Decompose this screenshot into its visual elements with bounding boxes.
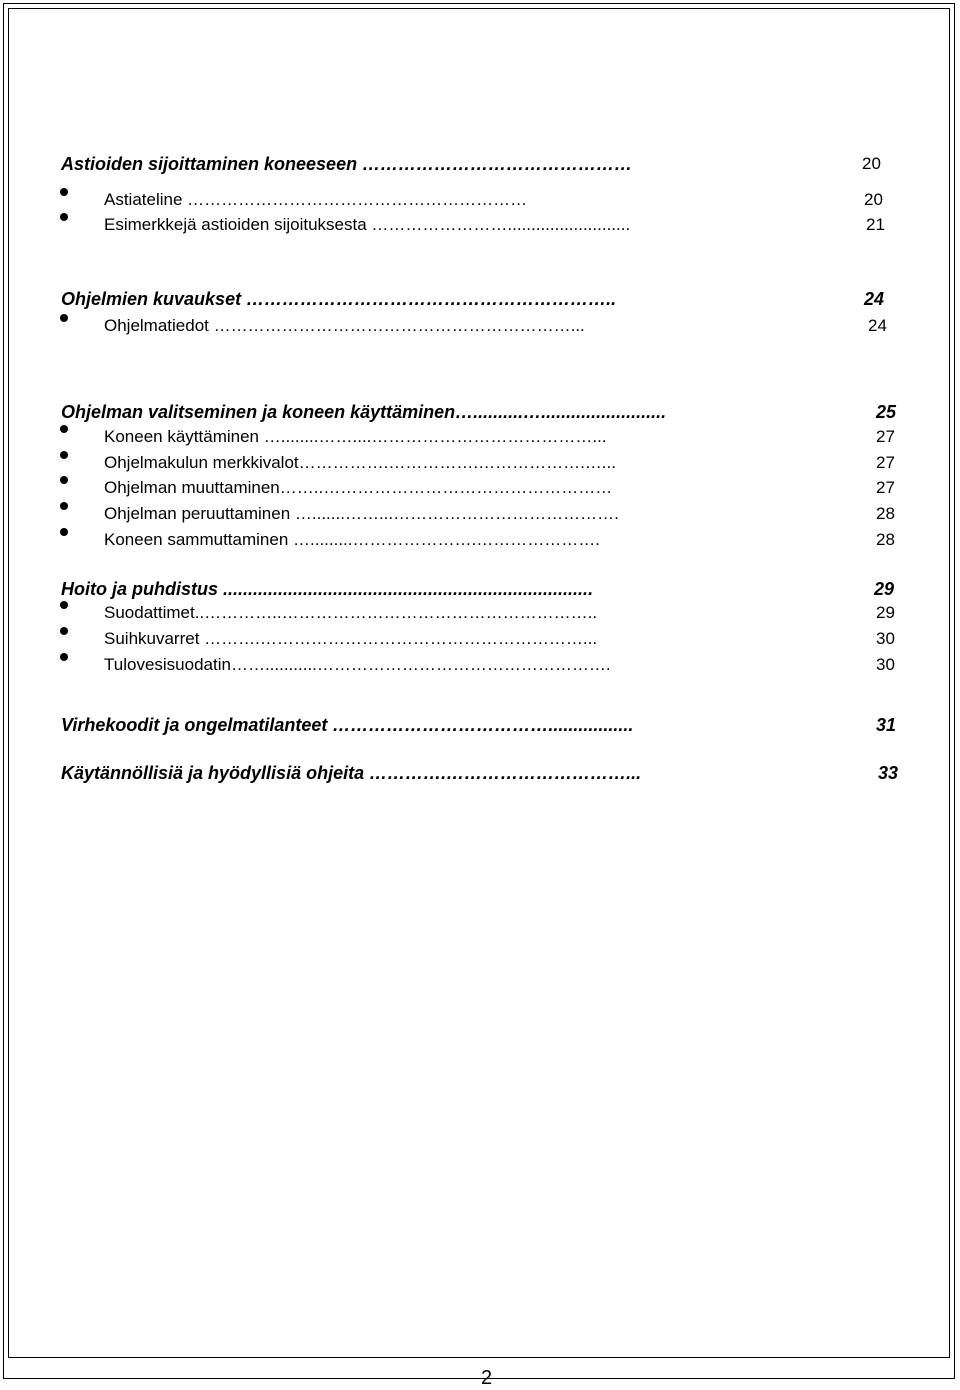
toc-title: Ohjelmatiedot ………………………………………………………...: [104, 316, 585, 335]
toc-entry: [0, 653, 960, 677]
bullet-icon: [60, 188, 68, 196]
toc-title: Ohjelman muuttaminen……..……………………………………………: [104, 478, 613, 497]
toc-entry: [0, 451, 960, 475]
toc-page-number: 27: [876, 478, 895, 497]
toc-page-number: 28: [876, 504, 895, 523]
toc-heading: [0, 761, 960, 785]
page-number: 2: [481, 1367, 493, 1389]
toc-page-number: 20: [864, 190, 883, 209]
toc-title: Hoito ja puhdistus ..........................................................................: [61, 579, 594, 599]
toc-title: Astioiden sijoittaminen koneeseen ………………………………………: [61, 154, 633, 174]
toc-entry: [0, 601, 960, 625]
toc-page-number: 25: [876, 402, 897, 422]
bullet-icon: [60, 601, 68, 609]
bullet-icon: [60, 653, 68, 661]
toc-page-number: 33: [878, 763, 899, 783]
toc-heading: [0, 287, 960, 311]
toc-page-number: 29: [874, 579, 895, 599]
bullet-icon: [60, 213, 68, 221]
toc-title: Tulovesisuodatin……...........…………………………………………….: [104, 655, 611, 674]
toc-title: Käytännöllisiä ja hyödyllisiä ohjeita ………….…………………………...: [61, 763, 642, 783]
toc-title: Ohjelmakulun merkkivalot…………….…………….……………….…...: [104, 453, 616, 472]
toc-entry: [0, 502, 960, 526]
toc-title: Koneen sammuttaminen ….........………………….………………….: [104, 530, 600, 549]
toc-heading: [0, 400, 960, 424]
toc-title: Suihkuvarret ……….…………………………………………………...: [104, 629, 598, 648]
toc-heading: [0, 713, 960, 737]
toc-title: Virhekoodit ja ongelmatilanteet ……………………………….................: [61, 715, 634, 735]
toc-entry: [0, 188, 960, 212]
toc-page-number: 21: [866, 215, 885, 234]
bullet-icon: [60, 528, 68, 536]
bullet-icon: [60, 627, 68, 635]
bullet-icon: [60, 502, 68, 510]
toc-title: Suodattimet..…………..………………………………………………..: [104, 603, 598, 622]
toc-page-number: 24: [868, 316, 887, 335]
toc-entry: [0, 314, 960, 338]
toc-page-number: 30: [876, 655, 895, 674]
toc-entry: [0, 476, 960, 500]
toc-heading: [0, 577, 960, 601]
bullet-icon: [60, 476, 68, 484]
toc-page-number: 28: [876, 530, 895, 549]
toc-page-number: 29: [876, 603, 895, 622]
toc-page-number: 24: [864, 289, 885, 309]
bullet-icon: [60, 451, 68, 459]
toc-page-number: 30: [876, 629, 895, 648]
toc-page-number: 31: [876, 715, 897, 735]
toc-entry: [0, 425, 960, 449]
toc-page-number: 27: [876, 453, 895, 472]
toc-title: Astiateline ……………………………………………………: [104, 190, 528, 209]
toc-entry: [0, 627, 960, 651]
toc-entry: [0, 213, 960, 237]
toc-title: Ohjelman peruuttaminen ….......……...………………………………….: [104, 504, 619, 523]
toc-title: Koneen käyttäminen …........……....…………………………………...: [104, 427, 607, 446]
bullet-icon: [60, 314, 68, 322]
toc-page-number: 27: [876, 427, 895, 446]
bullet-icon: [60, 425, 68, 433]
toc-heading: [0, 152, 960, 176]
toc-entry: [0, 528, 960, 552]
toc-title: Esimerkkejä astioiden sijoituksesta ……………………..........................: [104, 215, 631, 234]
toc-title: Ohjelmien kuvaukset ……………………………………………………..: [61, 289, 617, 309]
toc-title: Ohjelman valitseminen ja koneen käyttäminen…..........….........................: [61, 402, 667, 422]
toc-page-number: 20: [862, 154, 881, 173]
